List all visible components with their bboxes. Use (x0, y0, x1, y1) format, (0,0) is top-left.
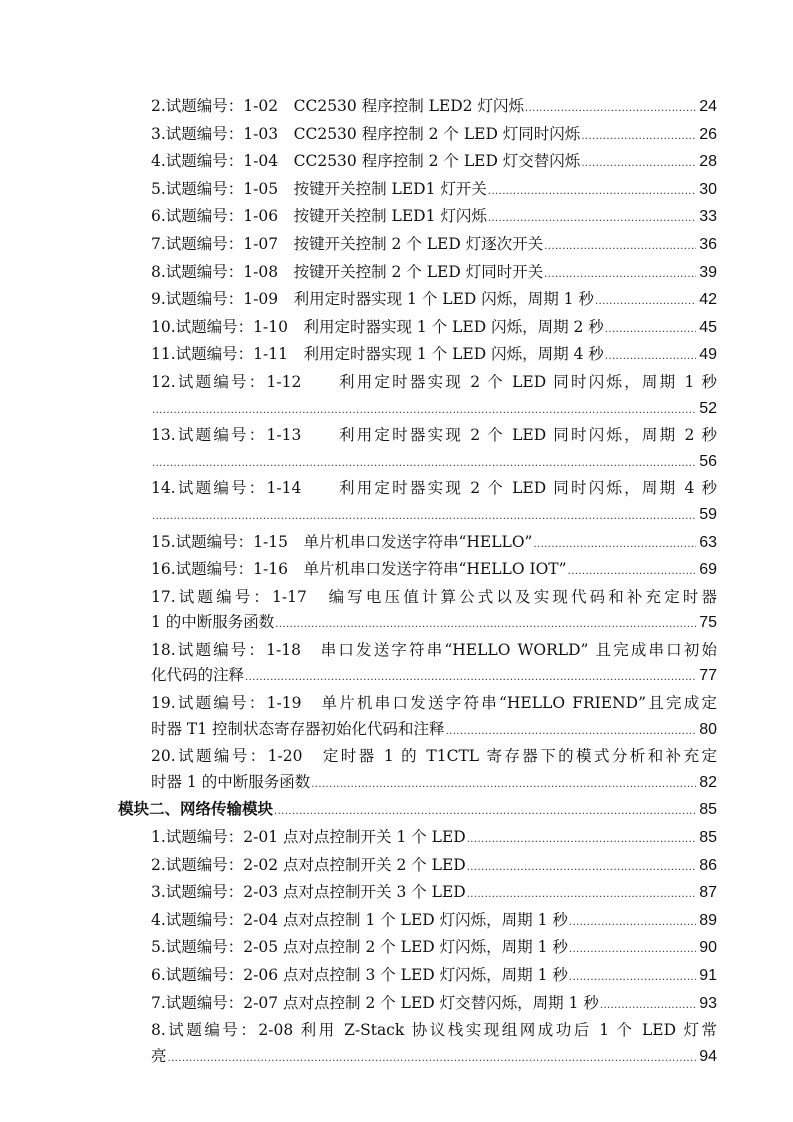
dot-leader (311, 772, 696, 798)
dot-leader (569, 910, 696, 936)
toc-entry-title: 18.试题编号：1-18 串口发送字符串“HELLO WORLD” 且完成串口初始 (151, 640, 717, 659)
toc-page-number: 26 (699, 125, 717, 143)
toc-entry[interactable] (0, 315, 793, 343)
toc-entry[interactable] (0, 1018, 793, 1071)
toc-page-number: 28 (699, 153, 717, 171)
toc-page-number: 59 (699, 505, 717, 523)
toc-entry-title-continued: 1 的中断服务函数 (151, 613, 275, 632)
toc-entry-row (151, 557, 717, 585)
toc-entry-title: 6.试题编号：1-06 按键开关控制 LED1 灯闪烁 (151, 207, 487, 226)
toc-entry-row (151, 963, 717, 991)
toc-page-number: 36 (699, 235, 717, 253)
toc-entry-title: 14.试题编号：1-14 利用定时器实现 2 个 LED 同时闪烁，周期 4 秒 (151, 479, 717, 498)
toc-page-number: 75 (699, 614, 717, 632)
toc-entry-continuation (151, 717, 717, 745)
toc-entry-row (151, 260, 717, 288)
toc-entry-row (151, 880, 717, 908)
toc-entry-title: 7.试题编号：2-07 点对点控制 2 个 LED 灯交替闪烁，周期 1 秒 (151, 993, 599, 1012)
toc-entry-title-continued: 时器 T1 控制状态寄存器初始化代码和注释 (151, 719, 445, 738)
toc-entry-title-continued: 时器 1 的中断服务函数 (151, 772, 311, 791)
dot-leader (446, 719, 696, 745)
toc-entry-title: 3.试题编号：1-03 CC2530 程序控制 2 个 LED 灯同时闪烁 (151, 124, 581, 143)
toc-page-number: 85 (699, 829, 717, 847)
toc-entry-row (151, 94, 717, 122)
dot-leader (544, 262, 696, 288)
toc-entry-continuation (151, 502, 717, 530)
toc-entry-title: 19.试题编号：1-19 单片机串口发送字符串“HELLO FRIEND”且完成定 (151, 694, 717, 713)
dot-leader (569, 965, 696, 991)
toc-entry-title: 15.试题编号：1-15 单片机串口发送字符串“HELLO” (151, 532, 533, 551)
toc-page-number: 24 (699, 98, 717, 115)
toc-entry[interactable] (0, 935, 793, 963)
toc-section-heading[interactable] (0, 797, 793, 825)
toc-entry-title: 9.试题编号：1-09 利用定时器实现 1 个 LED 闪烁，周期 1 秒 (151, 290, 594, 309)
toc-entry-row (151, 342, 717, 370)
toc-entry-title: 11.试题编号：1-11 利用定时器实现 1 个 LED 闪烁，周期 4 秒 (151, 345, 604, 364)
toc-entry[interactable] (0, 204, 793, 232)
toc-entry[interactable] (0, 638, 793, 691)
toc-page-number: 33 (699, 208, 717, 226)
toc-entry[interactable] (0, 94, 793, 122)
toc-entry-row (151, 177, 717, 205)
toc-entry[interactable] (0, 880, 793, 908)
toc-page-number: 30 (699, 180, 717, 198)
toc-entry-title-continued: 化代码的注释 (151, 666, 245, 685)
toc-entry-title: 5.试题编号：1-05 按键开关控制 LED1 灯开关 (151, 179, 487, 198)
dot-leader (152, 504, 696, 530)
toc-entry-row (151, 825, 717, 853)
toc-entry-row (151, 853, 717, 881)
dot-leader (152, 451, 696, 477)
toc-entry-continuation (151, 1044, 717, 1072)
toc-entry[interactable] (0, 370, 793, 423)
toc-entry[interactable] (0, 991, 793, 1019)
toc-page-number: 45 (699, 318, 717, 336)
dot-leader (581, 151, 696, 177)
toc-entry-title: 8.试题编号：2-08 利用 Z-Stack 协议栈实现组网成功后 1 个 LED 灯常 (151, 1021, 717, 1040)
toc-entry-title: 5.试题编号：2-05 点对点控制 2 个 LED 灯闪烁，周期 1 秒 (151, 938, 568, 957)
toc-entry-title: 2.试题编号：1-02 CC2530 程序控制 LED2 灯闪烁 (151, 97, 524, 115)
toc-entry[interactable] (0, 691, 793, 744)
dot-leader (467, 882, 696, 908)
toc-entry-continuation (151, 610, 717, 638)
toc-page-number: 85 (699, 801, 717, 819)
dot-leader (533, 532, 696, 558)
toc-entry[interactable] (0, 232, 793, 260)
toc-entry[interactable] (0, 177, 793, 205)
toc-entry-title: 4.试题编号：2-04 点对点控制 1 个 LED 灯闪烁，周期 1 秒 (151, 910, 568, 929)
toc-entry-row (118, 797, 717, 825)
toc-page-number: 77 (699, 667, 717, 685)
dot-leader (275, 612, 696, 638)
toc-page-number: 69 (699, 561, 717, 579)
toc-page-number: 52 (699, 399, 717, 417)
toc-page-number: 42 (699, 291, 717, 309)
dot-leader (544, 234, 696, 260)
dot-leader (600, 993, 696, 1019)
toc-entry-continuation (151, 770, 717, 798)
dot-leader (605, 344, 696, 370)
dot-leader (488, 179, 696, 205)
toc-entry-title: 7.试题编号：1-07 按键开关控制 2 个 LED 灯逐次开关 (151, 234, 544, 253)
toc-entry-continuation (151, 663, 717, 691)
toc-entry[interactable] (0, 585, 793, 638)
dot-leader (581, 124, 696, 150)
toc-page-number: 82 (699, 773, 717, 791)
toc-entry[interactable] (0, 963, 793, 991)
toc-entry[interactable] (0, 530, 793, 558)
toc-entry-title: 12.试题编号：1-12 利用定时器实现 2 个 LED 同时闪烁，周期 1 秒 (151, 372, 717, 391)
toc-page-number: 80 (699, 720, 717, 738)
dot-leader (605, 317, 696, 343)
table-of-contents (0, 94, 793, 1071)
toc-entry-row (151, 530, 717, 558)
toc-entry-title: 16.试题编号：1-16 单片机串口发送字符串“HELLO IOT” (151, 560, 567, 579)
toc-entry[interactable] (0, 744, 793, 797)
toc-entry-title: 模块二、网络传输模块 (118, 800, 274, 819)
toc-entry-row (151, 991, 717, 1019)
toc-entry-continuation (151, 396, 717, 424)
dot-leader (569, 937, 696, 963)
toc-page-number: 87 (699, 884, 717, 902)
toc-page-number: 94 (699, 1047, 717, 1065)
toc-entry-row (151, 122, 717, 150)
toc-entry-row (151, 149, 717, 177)
toc-entry-row (151, 204, 717, 232)
toc-entry[interactable] (0, 557, 793, 585)
toc-page-number: 91 (699, 967, 717, 984)
toc-entry-title: 3.试题编号：2-03 点对点控制开关 3 个 LED (151, 883, 466, 902)
toc-entry-title: 17.试题编号：1-17 编写电压值计算公式以及实现代码和补充定时器 (151, 587, 717, 606)
toc-entry[interactable] (0, 122, 793, 150)
dot-leader (245, 665, 696, 691)
dot-leader (525, 96, 696, 122)
toc-entry-row (151, 315, 717, 343)
toc-page-number: 93 (699, 994, 717, 1012)
toc-page-number: 56 (699, 452, 717, 470)
dot-leader (467, 827, 696, 853)
toc-entry[interactable] (0, 908, 793, 936)
toc-entry-title: 10.试题编号：1-10 利用定时器实现 1 个 LED 闪烁，周期 2 秒 (151, 317, 604, 336)
dot-leader (274, 799, 696, 825)
toc-entry-title-continued: 亮 (151, 1046, 167, 1065)
toc-entry-title: 2.试题编号：2-02 点对点控制开关 2 个 LED (151, 855, 466, 874)
toc-entry-title: 4.试题编号：1-04 CC2530 程序控制 2 个 LED 灯交替闪烁 (151, 152, 581, 171)
toc-page-number: 39 (699, 263, 717, 281)
toc-entry-row (151, 935, 717, 963)
toc-page-number: 90 (699, 939, 717, 957)
toc-entry-title: 1.试题编号：2-01 点对点控制开关 1 个 LED (151, 828, 466, 847)
toc-page-number: 86 (699, 856, 717, 874)
dot-leader (467, 855, 696, 881)
dot-leader (488, 206, 696, 232)
dot-leader (568, 559, 696, 585)
toc-entry-continuation (151, 449, 717, 477)
toc-entry[interactable] (0, 260, 793, 288)
dot-leader (595, 289, 696, 315)
toc-entry[interactable] (0, 149, 793, 177)
toc-entry-title: 6.试题编号：2-06 点对点控制 3 个 LED 灯闪烁，周期 1 秒 (151, 966, 568, 984)
toc-entry-row (151, 232, 717, 260)
toc-page-number: 89 (699, 911, 717, 929)
dot-leader (152, 398, 696, 424)
toc-entry-title: 8.试题编号：1-08 按键开关控制 2 个 LED 灯同时开关 (151, 262, 544, 281)
toc-entry-title: 13.试题编号：1-13 利用定时器实现 2 个 LED 同时闪烁，周期 2 秒 (151, 426, 717, 445)
toc-entry[interactable] (0, 287, 793, 315)
toc-entry-row (151, 287, 717, 315)
toc-entry[interactable] (0, 853, 793, 881)
toc-entry[interactable] (0, 825, 793, 853)
toc-entry[interactable] (0, 342, 793, 370)
toc-page-number: 63 (699, 533, 717, 551)
toc-page-number: 49 (699, 346, 717, 364)
toc-entry-row (151, 908, 717, 936)
dot-leader (168, 1046, 696, 1072)
toc-entry[interactable] (0, 476, 793, 529)
toc-entry[interactable] (0, 423, 793, 476)
toc-entry-title: 20.试题编号：1-20 定时器 1 的 T1CTL 寄存器下的模式分析和补充定 (151, 747, 717, 766)
